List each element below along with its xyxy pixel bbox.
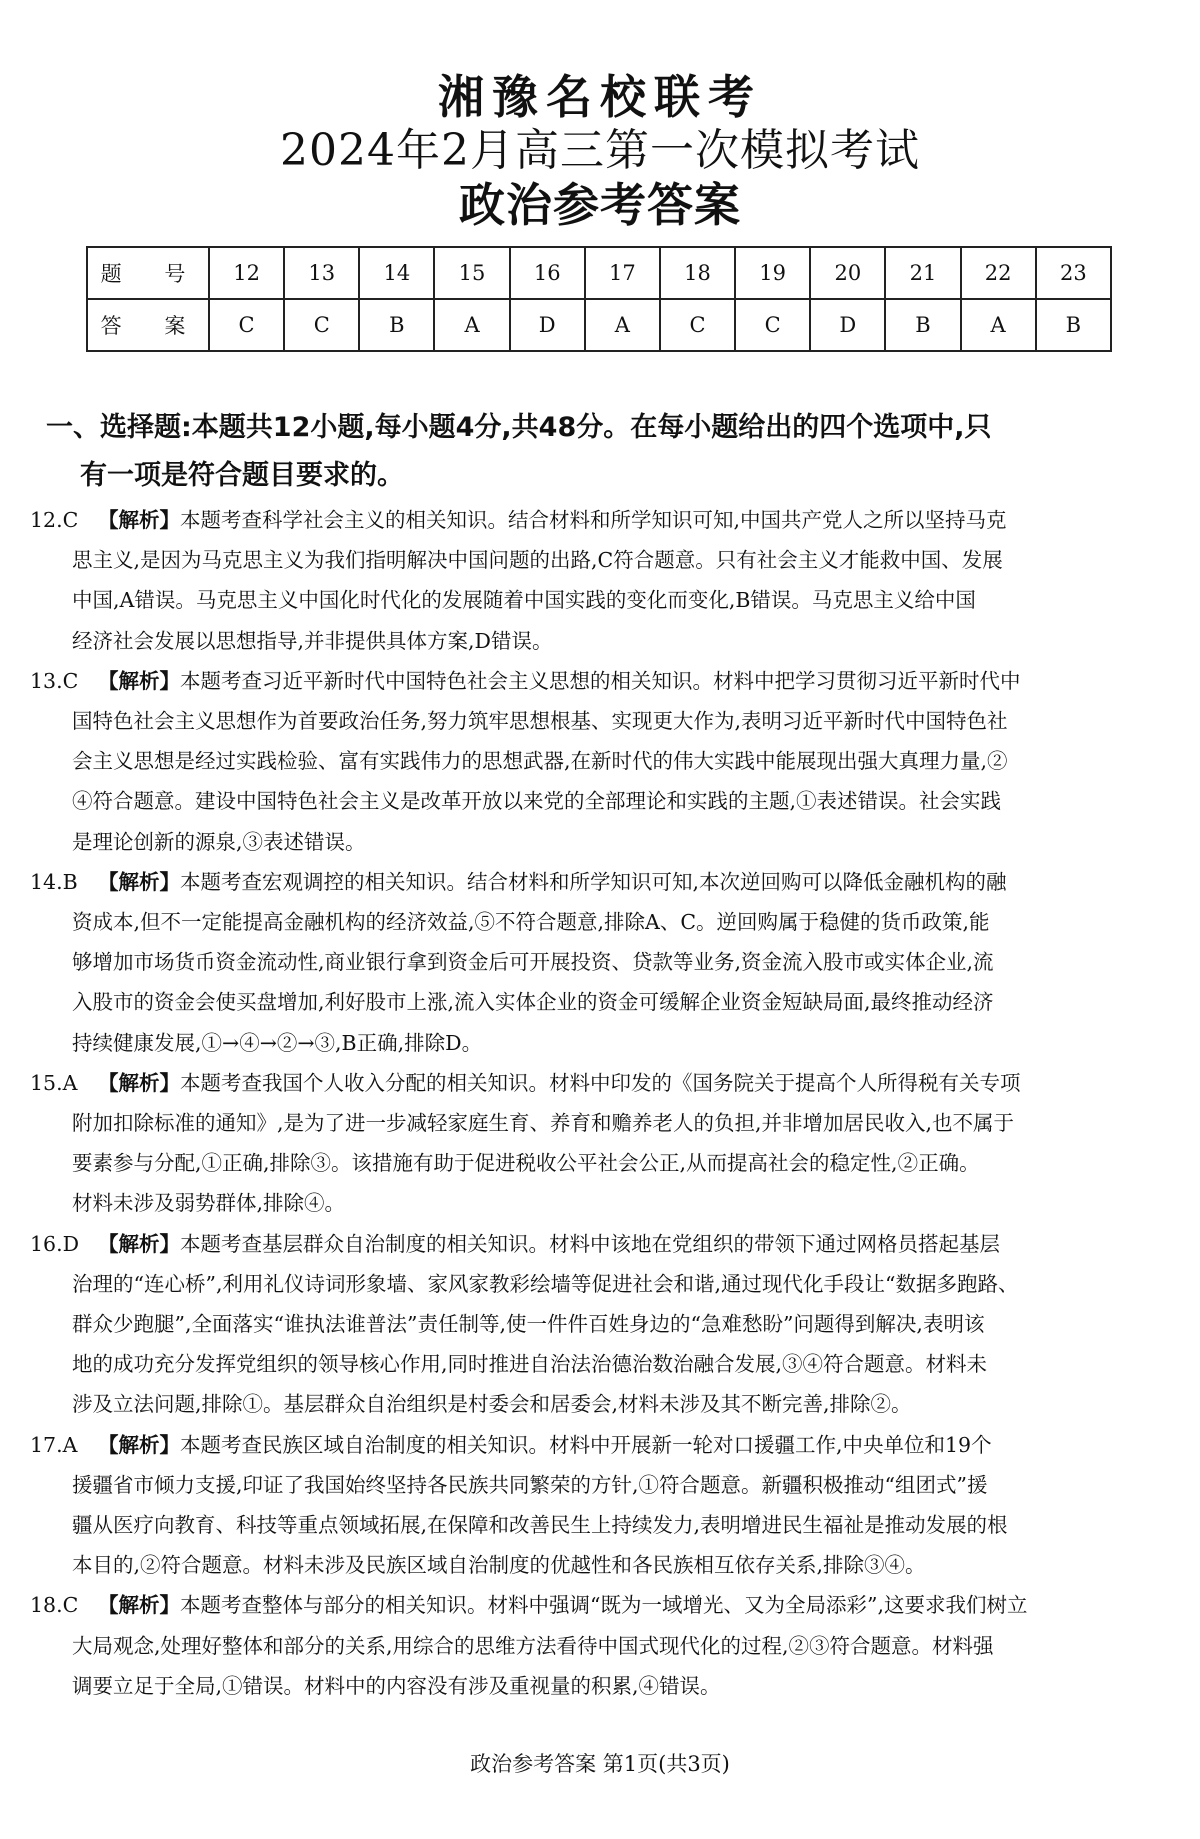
analysis-tag: 【解析】	[98, 1432, 180, 1457]
explanation-line: 够增加市场货币资金流动性,商业银行拿到资金后可开展投资、贷款等业务,资金流入股市或实体企业,流	[72, 950, 994, 975]
explanation-line: 大局观念,处理好整体和部分的关系,用综合的思维方法看待中国式现代化的过程,②③符合题意。材料强	[72, 1633, 994, 1658]
question-number: 16.D	[30, 1231, 80, 1256]
explanation-line: 群众少跑腿”,全面落实“谁执法谁普法”责任制等,使一件件百姓身边的“急难愁盼”问题得到解决,表明该	[72, 1312, 985, 1337]
answer-cell: B	[885, 299, 960, 351]
question-item-18	[30, 1585, 1170, 1706]
question-number-cell: 16	[510, 247, 585, 299]
page-footer: 政治参考答案 第1页(共3页)	[470, 1752, 730, 1776]
question-item-16	[30, 1224, 1170, 1425]
question-first-line	[30, 1585, 1170, 1625]
answer-cell: A	[434, 299, 509, 351]
explanation-line: 国特色社会主义思想作为首要政治任务,努力筑牢思想根基、实现更大作为,表明习近平新时代中国特色社	[72, 709, 1008, 734]
explanation-line: 资成本,但不一定能提高金融机构的经济效益,⑤不符合题意,排除A、C。逆回购属于稳健的货币政策,能	[72, 910, 990, 935]
question-explanations	[30, 500, 1170, 1706]
question-item-15	[30, 1063, 1170, 1224]
section-heading	[46, 404, 1166, 500]
answer-table-answer-row	[87, 299, 1111, 351]
explanation-line: 涉及立法问题,排除①。基层群众自治组织是村委会和居委会,材料未涉及其不断完善,排除②。	[72, 1392, 912, 1417]
answer-cell: B	[359, 299, 434, 351]
answer-cell: A	[585, 299, 660, 351]
question-first-line	[30, 500, 1170, 540]
question-number: 15.A	[30, 1070, 78, 1095]
question-number-cell: 14	[359, 247, 434, 299]
answer-cell: C	[660, 299, 735, 351]
analysis-tag: 【解析】	[98, 508, 180, 532]
explanation-line: 是理论创新的源泉,③表述错误。	[72, 829, 366, 854]
question-item-12	[30, 500, 1170, 661]
analysis-tag: 【解析】	[98, 668, 180, 693]
explanation-line: 援疆省市倾力支援,印证了我国始终坚持各民族共同繁荣的方针,①符合题意。新疆积极推动“组团式”援	[72, 1472, 988, 1497]
answer-row-label: 答 案	[87, 299, 209, 351]
question-number-cell: 17	[585, 247, 660, 299]
answer-cell: C	[284, 299, 359, 351]
explanation-line: 经济社会发展以思想指导,并非提供具体方案,D错误。	[72, 628, 553, 653]
question-number-cell: 13	[284, 247, 359, 299]
explanation-line: 本题考查基层群众自治制度的相关知识。材料中该地在党组织的带领下通过网格员搭起基层	[180, 1231, 1000, 1256]
exam-union-title: 湘豫名校联考	[438, 70, 762, 124]
question-number-cell: 15	[434, 247, 509, 299]
explanation-line: ④符合题意。建设中国特色社会主义是改革开放以来党的全部理论和实践的主题,①表述错误。社会实践	[72, 789, 1002, 814]
question-number: 18.C	[30, 1593, 79, 1618]
number-row-label: 题 号	[87, 247, 209, 299]
question-number-cell: 18	[660, 247, 735, 299]
explanation-line: 地的成功充分发挥党组织的领导核心作用,同时推进自治法治德治数治融合发展,③④符合题意。材料未	[72, 1352, 988, 1377]
question-number-cell: 12	[209, 247, 284, 299]
explanation-line: 材料未涉及弱势群体,排除④。	[72, 1191, 346, 1216]
explanation-line: 入股市的资金会使买盘增加,利好股市上涨,流入实体企业的资金可缓解企业资金短缺局面,最终推动经济	[72, 990, 994, 1015]
explanation-line: 治理的“连心桥”,利用礼仪诗词形象墙、家风家教彩绘墙等促进社会和谐,通过现代化手段让“数据多跑路、	[72, 1271, 1019, 1296]
question-number: 13.C	[30, 668, 79, 693]
explanation-line: 要素参与分配,①正确,排除③。该措施有助于促进税收公平社会公正,从而提高社会的稳定性,②正确。	[72, 1151, 980, 1176]
answer-cell: C	[735, 299, 810, 351]
question-item-13	[30, 661, 1170, 862]
question-first-line	[30, 1063, 1170, 1103]
analysis-tag: 【解析】	[98, 1070, 180, 1095]
explanation-line: 会主义思想是经过实践检验、富有实践伟力的思想武器,在新时代的伟大实践中能展现出强大真理力量,②	[72, 749, 1008, 774]
explanation-line: 本题考查民族区域自治制度的相关知识。材料中开展新一轮对口援疆工作,中央单位和19个	[180, 1432, 992, 1457]
question-number-cell: 20	[810, 247, 885, 299]
explanation-line: 本题考查习近平新时代中国特色社会主义思想的相关知识。材料中把学习贯彻习近平新时代中	[180, 668, 1021, 693]
document-header	[0, 70, 1200, 232]
explanation-line: 附加扣除标准的通知》,是为了进一步减轻家庭生育、养育和赡养老人的负担,并非增加居民收入,也不属于	[72, 1111, 1015, 1136]
answer-table-number-row	[87, 247, 1111, 299]
analysis-tag: 【解析】	[98, 1593, 180, 1618]
question-number: 12.C	[30, 508, 79, 532]
explanation-line: 本目的,②符合题意。材料未涉及民族区域自治制度的优越性和各民族相互依存关系,排除③④。	[72, 1553, 926, 1578]
question-item-17	[30, 1425, 1170, 1586]
explanation-line: 思主义,是因为马克思主义为我们指明解决中国问题的出路,C符合题意。只有社会主义才能救中国、发展	[72, 548, 1003, 573]
analysis-tag: 【解析】	[98, 869, 180, 894]
section-heading-line: 有一项是符合题目要求的。	[80, 460, 404, 491]
question-number-cell: 22	[961, 247, 1036, 299]
explanation-line: 本题考查我国个人收入分配的相关知识。材料中印发的《国务院关于提高个人所得税有关专项	[180, 1070, 1021, 1095]
explanation-line: 本题考查科学社会主义的相关知识。结合材料和所学知识可知,中国共产党人之所以坚持马克	[180, 508, 1007, 532]
explanation-line: 调要立足于全局,①错误。材料中的内容没有涉及重视量的积累,④错误。	[72, 1673, 721, 1698]
section-heading-line: 一、选择题:本题共12小题,每小题4分,共48分。在每小题给出的四个选项中,只	[46, 412, 992, 443]
answer-cell: D	[510, 299, 585, 351]
explanation-line: 本题考查宏观调控的相关知识。结合材料和所学知识可知,本次逆回购可以降低金融机构的融	[180, 869, 1007, 894]
answer-table	[86, 246, 1112, 352]
question-number-cell: 23	[1036, 247, 1111, 299]
answer-key-title: 政治参考答案	[459, 178, 741, 232]
question-number: 17.A	[30, 1432, 78, 1457]
answer-cell: A	[961, 299, 1036, 351]
question-first-line	[30, 1224, 1170, 1264]
explanation-line: 中国,A错误。马克思主义中国化时代化的发展随着中国实践的变化而变化,B错误。马克思主义给中国	[72, 588, 976, 613]
question-first-line	[30, 1425, 1170, 1465]
explanation-line: 本题考查整体与部分的相关知识。材料中强调“既为一域增光、又为全局添彩”,这要求我们树立	[180, 1593, 1028, 1618]
question-item-14	[30, 862, 1170, 1063]
explanation-line: 疆从医疗向教育、科技等重点领域拓展,在保障和改善民生上持续发力,表明增进民生福祉是推动发展的根	[72, 1513, 1008, 1538]
analysis-tag: 【解析】	[98, 1231, 180, 1256]
question-number-cell: 19	[735, 247, 810, 299]
question-number: 14.B	[30, 869, 78, 894]
exam-name-title: 2024年2月高三第一次模拟考试	[280, 125, 920, 176]
question-first-line	[30, 862, 1170, 902]
answer-cell: B	[1036, 299, 1111, 351]
answer-cell: D	[810, 299, 885, 351]
question-first-line	[30, 661, 1170, 701]
question-number-cell: 21	[885, 247, 960, 299]
answer-cell: C	[209, 299, 284, 351]
explanation-line: 持续健康发展,①→④→②→③,B正确,排除D。	[72, 1030, 483, 1055]
